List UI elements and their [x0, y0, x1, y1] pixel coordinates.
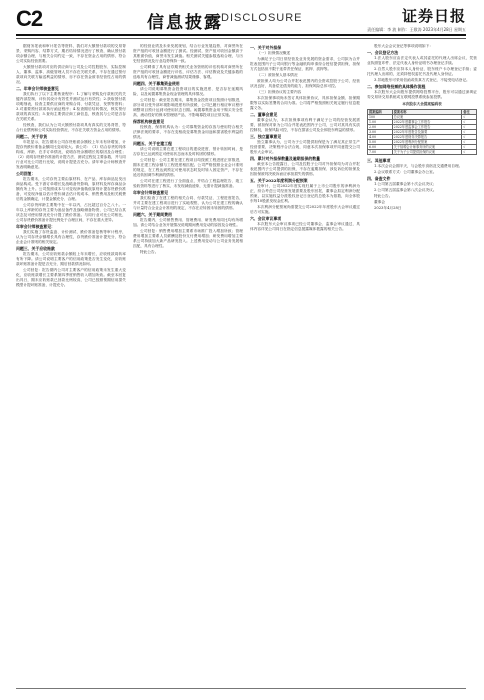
body-paragraph: 年报显示，报告期末公司存货账面余额较上年末有所增加，计提存货跌价准备金额同比变动较大。请公司：（1）结合存货的具体构成、库龄、在手订单情况，说明存货余额增长的原因及合理性；（2）说明存货跌价准备的计提方法、测试过程及主要参数，并与同行业可比公司进行比较，说明计提是否充分。请年审会计师核查并发表明确意见。	[16, 140, 126, 169]
body-paragraph: 公司回复：截至报告期末，募集资金投资项目按照计划推进，部分项目受外部环境影响进度有所放缓，公司已履行相应审议程序调整项目预计达到可使用状态日期。闲置募集资金用于购买安全性高、流动性好的保本型理财产品，不影响募投项目正常实施。	[133, 98, 243, 117]
table-cell: 2022年年度报告及摘要	[392, 130, 462, 135]
body-paragraph: 2023年4月28日	[374, 206, 402, 210]
body-paragraph: 1.公司第五届董事会第十次会议决议；	[374, 182, 437, 186]
body-paragraph: 的经营业绩及未来发展规划，结合行业发展趋势，对商誉所在资产组的可收回金额进行了测试。经测试，资产组可收回金额高于其账面价值，商誉未发生减值。相关测试关键参数选取合理，与历史经营情况及行业趋势保持一致。	[133, 44, 243, 63]
section-heading: 二、参加网络投票的具体操作流程	[367, 84, 426, 89]
table-cell: √	[462, 140, 477, 145]
body-paragraph: 报告期末，公司存货主要由原材料、在产品、库存商品及发出商品构成。受下游订单增长及战略备货影响，原材料及库存商品余额有所上升。公司按照成本与可变现净值孰低原则计提存货跌价准备，可变现净值以估计售价减去估计的成本、销售费用及相关税费后的金额确定，计提金额充分、合理。	[16, 177, 126, 201]
table-cell: 5.00	[368, 140, 393, 145]
table-cell: 2022年度利润分配预案	[392, 140, 462, 145]
table-cell: √	[462, 125, 477, 130]
table-cell: √	[462, 145, 477, 150]
table-caption: 本次股东大会提案编码表	[402, 102, 442, 106]
body-paragraph: 独立董事认为，公司为子公司提供担保是为了满足其正常生产经营需要，决策程序合法合规，同意本次担保事项并同意提交公司股东大会审议。	[250, 140, 360, 154]
table-cell: √	[462, 115, 477, 120]
body-paragraph: 本次股东大会审议事项已经公司董事会、监事会审议通过，具体内容详见公司同日在指定信息披露媒体披露的相关公告。	[250, 222, 360, 231]
section-heading: 六、会议审议事项	[250, 216, 282, 221]
body-paragraph: 公司回复：公司主要在建工程项目均按照工程进度正常推进，期末在建工程余额与工程进度相匹配。公司严格按照企业会计准则的规定，在工程达到预定可使用状态时及时转入固定资产，不存在延迟转固调节利润的情形。	[133, 158, 243, 177]
newspaper-logo: 证券日报	[401, 7, 466, 25]
body-paragraph: 1.法人股东应由法定代表人或其委托的代理人出席会议，凭营业执照复印件、法定代表人身份证明书办理登记手续。	[367, 56, 477, 65]
section-heading: 三、其他事项	[367, 158, 391, 163]
page-number: C2	[16, 6, 43, 31]
section-heading: 问题四、关于募集资金使用	[133, 81, 180, 86]
section-heading: 四、累计对外担保数量及逾期担保的数量	[250, 156, 321, 161]
body-paragraph: 1.本次会议会期半天，与会股东食宿及交通费用自理。	[374, 164, 463, 168]
body-paragraph: 大额预付款项对应的供应商与公司及公司控股股东、实际控制人、董事、监事、高级管理人员不存在关联关系，不存在通过预付款项向关联方输送利益的情形，亦不存在资金被非经营性占用的情况。	[16, 65, 126, 84]
body-paragraph: 2.公司第五届监事会第八次会议决议。	[374, 188, 437, 192]
body-paragraph: 报告期内，公司销售费用、管理费用、研发费用同比均有所增加。请公司结合业务开展情况说明期间费用变动的原因及合理性。	[133, 218, 243, 227]
body-paragraph: 我们检查了在建工程的相关合同、付款凭证、工程进度报告，并对主要在建工程项目进行了实地观察，认为公司在建工程的确认与计量符合企业会计准则的规定，不存在应转固未转固的情形。	[133, 196, 243, 210]
body-paragraph: 特此公告。	[140, 250, 159, 254]
section-heading: 问题二、关于存货	[16, 134, 48, 139]
table-cell: 2.00	[368, 125, 393, 130]
issue-meta: 责任编辑：李 波 制作：王敬涛 2023年4月28日 星期五	[367, 27, 466, 32]
table-cell: 3.00	[368, 130, 393, 135]
section-heading: 保荐机构核查意见	[133, 119, 165, 124]
table-cell: 关于续聘会计师事务所的议案	[392, 145, 462, 150]
section-heading: 年审会计师核查意见：	[16, 224, 55, 229]
body-paragraph: 公司聘请了具有证券期货相关业务资格的评估机构对商誉所在资产组的可收回金额进行评估，评估方法、评估假设及关键参数的选取具有合理性，商誉减值测试结果谨慎、客观。	[133, 65, 243, 79]
body-paragraph: 董事会认为，本次担保事项有利于满足子公司的经营发展需要，被担保对象为公司合并报表范围内子公司，公司对其具有实质控制权，担保风险可控，不存在损害公司及全体股东利益的情形。	[250, 118, 360, 132]
body-paragraph: 股东大会会议登记等事项说明如下：	[374, 44, 433, 48]
text-column-1	[16, 44, 126, 684]
section-title-english: DISCLOSURE	[221, 12, 303, 24]
header-rule-thin	[16, 38, 466, 39]
section-heading: 一、会议登记方法	[367, 50, 399, 55]
table-cell: 总议案	[392, 115, 462, 120]
body-paragraph: 请公司说明主要在建工程项目的建设进度、预计转固时间，是否存在已达到预定可使用状态而未及时转固的情形。	[133, 147, 243, 156]
body-paragraph: 被担保人均为公司合并报表范围内的全资或控股子公司，经营状况良好，具备偿还债务的能力，担保风险总体可控。	[250, 79, 360, 88]
table-cell: √	[462, 150, 477, 155]
section-heading: 三、独立董事意见	[250, 134, 282, 139]
proposal-table	[367, 109, 477, 155]
body-paragraph: （二）被担保人基本情况	[257, 73, 298, 77]
body-paragraph: （三）担保协议的主要内容	[257, 90, 302, 94]
table-cell: √	[462, 135, 477, 140]
table-cell: 2022年度财务决算报告	[392, 135, 462, 140]
section-heading: 年审会计师核查意见	[133, 190, 169, 195]
section-heading: 二、董事会意见	[250, 112, 278, 117]
body-paragraph: 公司存货库龄主要集中在一年以内，占比超过百分之八十。一年以上库龄的存货主要为备品备件及战略储备物资，公司已结合其状态及可使用情况充分计提了跌价准备。与同行业可比公司相比，公司存货跌价准备计提比例处于合理区间，不存在重大差异。	[16, 203, 126, 222]
section-heading: 公司回复：	[16, 171, 36, 176]
page-header	[0, 0, 484, 44]
text-column-4	[367, 44, 477, 684]
table-header-cell: 提案名称	[392, 110, 462, 115]
table-cell: 关于为子公司提供担保的议案	[392, 150, 462, 155]
table-cell: 2022年度董事会工作报告	[392, 120, 462, 125]
section-heading: 四、备查文件	[367, 176, 391, 181]
body-paragraph: 3.异地股东可采用信函或传真方式登记，不接受电话登记。	[374, 78, 470, 82]
body-paragraph: 截至本公告披露日，公司及控股子公司对外担保均为对合并报表范围内子公司提供的担保，不存在逾期担保、涉及诉讼的担保及因担保被判决败诉而应承担损失的情形。	[250, 162, 360, 176]
body-paragraph: 特此公告。	[374, 194, 393, 198]
section-heading: 问题三、关于应收账款	[16, 246, 55, 251]
section-heading: 五、关于2022年度利润分配预案	[250, 178, 308, 183]
text-column-3	[250, 44, 360, 684]
table-row	[368, 150, 477, 155]
section-heading: 一、关于对外担保	[250, 45, 282, 50]
body-paragraph: 为满足子公司日常经营及业务发展的资金需求，公司拟为合并报表范围内子公司向银行等金融机构申请综合授信提供担保，担保方式包括但不限于连带责任保证、抵押、质押等。	[250, 57, 360, 71]
body-paragraph: 本次利润分配预案尚需提交公司2022年年度股东大会审议通过后方可实施。	[250, 205, 360, 214]
body-paragraph: （一）担保情况概述	[257, 51, 291, 55]
table-cell: √	[462, 130, 477, 135]
section-heading: 问题六、关于期间费用	[133, 212, 172, 217]
table-cell: 6.00	[368, 145, 393, 150]
footer-rule	[16, 688, 466, 689]
table-cell: 4.00	[368, 135, 393, 140]
body-paragraph: 2.自然人股东应持本人身份证、股东账户卡办理登记手续；委托代理人出席的，还须持授权委托书及代理人身份证。	[367, 67, 477, 76]
table-header-cell: 提案编码	[368, 110, 393, 115]
body-paragraph: 公司回复：销售费用增加主要系市场推广投入增加所致；管理费用增加主要系人员薪酬及股份支付费用增加；研发费用增加主要系公司持续加大新产品研发投入。上述费用变动与公司业务发展相匹配，具有合理性。	[133, 229, 243, 248]
body-paragraph: 经审计，公司2022年度实现归属于上市公司股东的净利润为正，综合考虑公司经营发展需要及股东回报，董事会拟定利润分配预案，以实施权益分派股权登记日登记的总股本为基数，向全体股东每10股派发现金红利。	[250, 184, 360, 203]
body-paragraph: 据财务报表和审计报告等资料，我们对大额预付款项的交易背景、采购内容、结算方式、期后结转情况进行了核查，确认预付款项余额合理，与相关合同约定一致，不存在资金占用的情形，符合公司实际经营需要。	[16, 44, 126, 63]
table-cell: 1.00	[368, 120, 393, 125]
body-paragraph: 报告期末，公司应收账款余额较上年末增长，应收账款周转率有所下降。请公司说明主要客户的信用政策是否发生变化，应收账款坏账准备计提是否充分，期后回款情况如何。	[16, 252, 126, 266]
body-paragraph: 请公司说明募集资金投资项目的实施进度、是否存在延期风险，以及闲置募集资金现金管理的具体情况。	[133, 87, 243, 96]
section-title: 信息披露	[147, 13, 223, 33]
text-column-2	[133, 44, 243, 684]
body-paragraph: 经核查，保荐机构认为：公司募集资金的存放与使用符合相关法律法规的要求，不存在变相改变募集资金用途和损害股东利益的情况。	[133, 125, 243, 139]
section-heading: 二、年审会计师核查意见	[16, 86, 59, 91]
body-paragraph: 经核查，我们认为公司大额预付款项具有真实的交易背景，符合行业惯例和公司实际经营情况，不存在关联方资金占用的情形。	[16, 123, 126, 132]
table-cell: 2022年度监事会工作报告	[392, 125, 462, 130]
table-cell: √	[462, 120, 477, 125]
table-cell: 7.00	[368, 150, 393, 155]
body-paragraph: 本次股东大会向股东提供网络投票平台，股东可以通过深圳证券交易所交易系统或互联网投票系统参加投票。	[367, 90, 477, 99]
table-header-cell: 备注	[462, 110, 477, 115]
body-paragraph: 2.会议联系方式：公司董事会办公室。	[374, 170, 437, 174]
body-paragraph: 我们实施了存货监盘、计价测试、跌价准备复核等审计程序，认为公司存货余额增长具有合理性，存货跌价准备计提充分，符合企业会计准则的相关规定。	[16, 230, 126, 244]
section-heading: 问题五、关于在建工程	[133, 141, 172, 146]
header-rule-thick	[16, 34, 466, 36]
body-paragraph: 本次担保事项尚未签订具体担保协议，具体担保金额、担保期限等以实际签署的合同为准。公司将严格按照相关规定履行信息披露义务。	[250, 96, 360, 110]
table-cell: 100	[368, 115, 393, 120]
body-paragraph: 公司回复：报告期内公司对主要客户的信用政策未发生重大变化，应收账款增长主要系第四季度销售收入增加所致。截至本回复出具日，期末应收账款已回款比例较高，公司已按照预期信用损失模型计提坏账准备，计提充分。	[16, 268, 126, 287]
body-paragraph: 公司对在建工程进行了全面盘点，并结合工程监理报告、竣工验收资料等进行了核实，未发现减值迹象，无需计提减值准备。	[133, 179, 243, 188]
body-paragraph: 董事会	[374, 200, 386, 204]
body-paragraph: 我们执行了以下主要核查程序：1.了解与采购及付款相关的关键内部控制，评价其设计有效性并测试运行有效性；2.获取预付款项明细表，检查主要供应商的采购合同、付款凭证、发票等资料；3.对重要预付款项执行函证程序；4.检查期后结转情况，核实预付款项的真实性；5.查询主要供应商工商信息，核查其与公司是否存在关联关系。	[16, 92, 126, 121]
